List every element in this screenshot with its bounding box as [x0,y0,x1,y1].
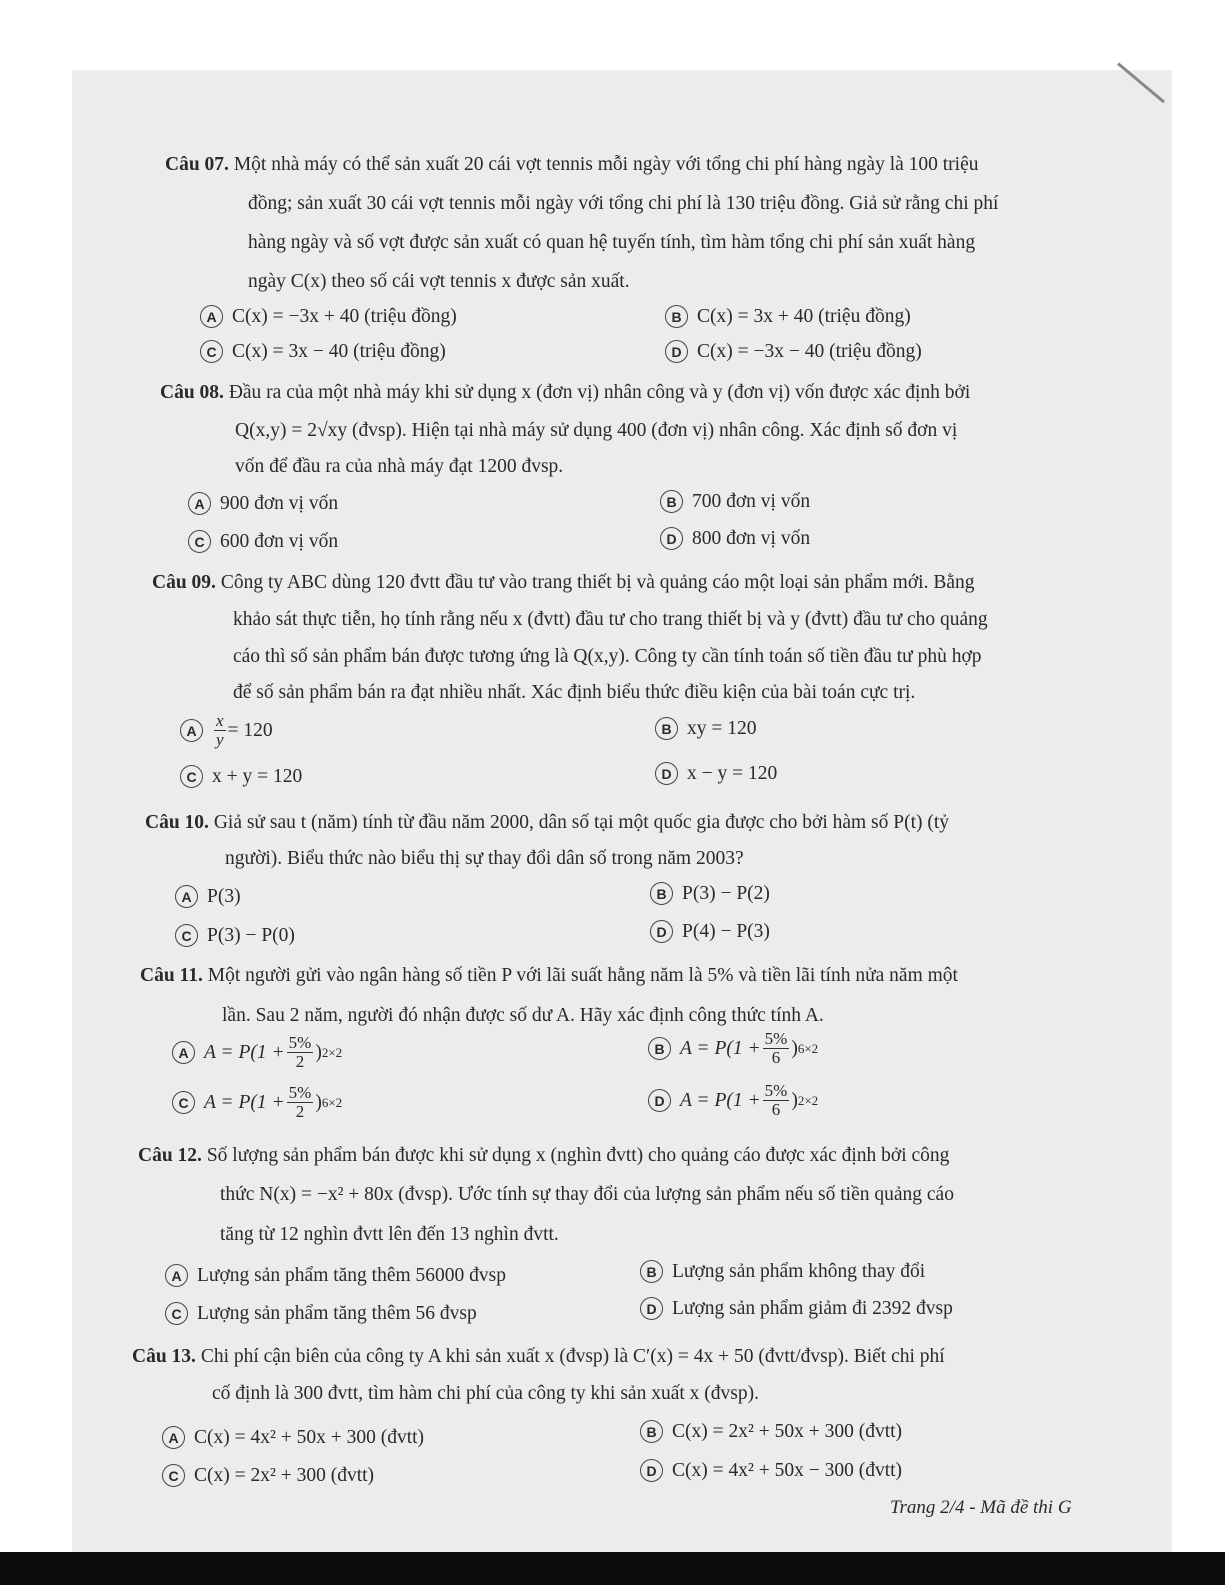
fraction [287,1034,314,1071]
fraction-denominator: 6 [771,1100,781,1119]
fraction [287,1084,314,1121]
option-text: Lượng sản phẩm tăng thêm 56000 đvsp [197,1264,507,1286]
option-letter-circle: A [172,1041,195,1064]
option-letter-circle: A [175,885,198,908]
option-b[interactable] [640,1260,925,1283]
option-text: 900 đơn vị vốn [220,492,339,514]
option-text: xy = 120 [687,717,757,739]
option-text: C(x) = 2x² + 50x + 300 (đvtt) [672,1420,903,1442]
fraction-denominator: 2 [295,1102,305,1121]
fraction-numerator: 5% [764,1029,788,1048]
option-text: 600 đơn vị vốn [220,530,339,552]
option-d[interactable] [665,340,922,363]
option-a[interactable] [180,712,273,749]
option-text: P(3) − P(0) [207,924,295,946]
option-text: C(x) = 3x − 40 (triệu đồng) [232,340,446,362]
option-letter-circle: A [180,719,203,742]
fraction-numerator: 5% [288,1083,312,1102]
option-c[interactable] [200,340,446,363]
option-c[interactable] [175,924,295,947]
option-a[interactable] [200,305,457,328]
option-text: Lượng sản phẩm giảm đi 2392 đvsp [672,1297,953,1319]
option-letter-circle: B [648,1037,671,1060]
question-text-line: cố định là 300 đvtt, tìm hàm chi phí của công ty khi sản xuất x (đvsp). [212,1383,759,1404]
option-letter-circle: D [665,340,688,363]
question-text-line: Q(x,y) = 2√xy (đvsp). Hiện tại nhà máy sử dụng 400 (đơn vị) nhân công. Xác định số đơn vị [235,420,958,441]
option-letter-circle: A [188,492,211,515]
formula-close-paren: ) [791,1089,798,1111]
option-letter-circle: C [172,1091,195,1114]
option-text: P(3) [207,885,241,907]
option-letter-circle: A [162,1426,185,1449]
option-letter-circle: B [655,717,678,740]
option-letter-circle: B [640,1260,663,1283]
fraction-x-over-y [214,712,226,749]
option-b[interactable] [665,305,911,328]
question-text-line: vốn để đầu ra của nhà máy đạt 1200 đvsp. [235,456,564,477]
question-number: Câu 11. [140,965,203,986]
fraction-numerator: x [216,711,224,730]
option-d[interactable] [655,762,777,785]
option-d[interactable] [650,920,770,943]
question-text-line: người). Biểu thức nào biểu thị sự thay đổi dân số trong năm 2003? [225,848,744,869]
option-c[interactable] [180,765,302,788]
option-letter-circle: C [200,340,223,363]
option-letter-circle: C [188,530,211,553]
option-text: C(x) = −3x − 40 (triệu đồng) [697,340,922,362]
option-b[interactable] [648,1030,818,1067]
option-letter-circle: C [165,1302,188,1325]
option-a[interactable] [172,1034,342,1071]
option-letter-circle: C [162,1464,185,1487]
fraction-numerator: 5% [764,1081,788,1100]
option-c[interactable] [162,1464,374,1487]
question-text-line: Một người gửi vào ngân hàng số tiền P với lãi suất hằng năm là 5% và tiền lãi tính nửa năm một [207,965,958,986]
option-text: C(x) = 4x² + 50x − 300 (đvtt) [672,1459,903,1481]
option-text: Lượng sản phẩm tăng thêm 56 đvsp [197,1302,477,1324]
fraction [763,1030,790,1067]
option-letter-circle: D [640,1297,663,1320]
option-a[interactable] [188,492,338,515]
formula-close-paren: ) [791,1037,798,1059]
fraction-denominator: 2 [295,1052,305,1071]
option-letter-circle: D [648,1089,671,1112]
option-b[interactable] [660,490,810,513]
formula-close-paren: ) [315,1041,322,1063]
option-b[interactable] [640,1420,902,1443]
question-text-line: Công ty ABC dùng 120 đvtt đầu tư vào trang thiết bị và quảng cáo một loại sản phẩm mới. Bằng [220,572,975,593]
formula-prefix: A = P(1 + [204,1041,285,1063]
exponent: 2×2 [321,1044,343,1060]
question-text-line: Số lượng sản phẩm bán được khi sử dụng x (nghìn đvtt) cho quảng cáo được xác định bởi công [206,1145,950,1166]
question-text-line: Giả sử sau t (năm) tính từ đầu năm 2000, dân số tại một quốc gia được cho bởi hàm số P(t) (tỷ [213,812,950,833]
option-d[interactable] [640,1459,902,1482]
formula-close-paren: ) [315,1091,322,1113]
question-text-line: khảo sát thực tiễn, họ tính rằng nếu x (đvtt) đầu tư cho trang thiết bị và y (đvtt) đầu tư cho quảng [233,609,988,630]
question-text-line: đồng; sản xuất 30 cái vợt tennis mỗi ngày với tổng chi phí là 130 triệu đồng. Giả sử rằng chi phí [248,193,999,214]
option-b[interactable] [655,717,757,740]
exponent: 6×2 [321,1094,343,1110]
question-text-line: thức N(x) = −x² + 80x (đvsp). Ước tính sự thay đổi của lượng sản phẩm nếu số tiền quảng cáo [220,1184,954,1205]
question-text-line: lần. Sau 2 năm, người đó nhận được số dư A. Hãy xác định công thức tính A. [222,1005,824,1026]
option-letter-circle: C [180,765,203,788]
exponent: 6×2 [797,1040,819,1056]
question-number: Câu 07. [165,154,229,175]
option-text: P(3) − P(2) [682,882,770,904]
option-text: x − y = 120 [687,762,778,784]
fraction-numerator: 5% [288,1033,312,1052]
formula-prefix: A = P(1 + [680,1037,761,1059]
question-number: Câu 09. [152,572,216,593]
question-text-line: cáo thì số sản phẩm bán được tương ứng là Q(x,y). Công ty cần tính toán số tiền đầu tư phù hợp [233,646,982,667]
option-text: 700 đơn vị vốn [692,490,811,512]
option-d[interactable] [640,1297,953,1320]
option-text: 800 đơn vị vốn [692,527,811,549]
option-text: Lượng sản phẩm không thay đổi [672,1260,926,1282]
option-b[interactable] [650,882,770,905]
option-letter-circle: D [660,527,683,550]
option-d[interactable] [660,527,810,550]
option-a[interactable] [162,1426,424,1449]
scan-bottom-border [0,1552,1225,1585]
question-text-line: ngày C(x) theo số cái vợt tennis x được sản xuất. [248,271,630,292]
question-text-line: tăng từ 12 nghìn đvtt lên đến 13 nghìn đvtt. [220,1224,559,1245]
option-letter-circle: A [165,1264,188,1287]
option-text: = 120 [227,719,273,741]
question-text-line: Chi phí cận biên của công ty A khi sản xuất x (đvsp) là C′(x) = 4x + 50 (đvtt/đvsp). Biết chi phí [200,1346,945,1367]
question-text-line: Một nhà máy có thể sản xuất 20 cái vợt tennis mỗi ngày với tổng chi phí hàng ngày là 100 triệu [233,154,979,175]
option-a[interactable] [175,885,241,908]
question-text-line: để số sản phẩm bán ra đạt nhiều nhất. Xác định biểu thức điều kiện của bài toán cực trị. [233,682,916,703]
option-text: C(x) = 4x² + 50x + 300 (đvtt) [194,1426,425,1448]
option-letter-circle: B [650,882,673,905]
option-c[interactable] [172,1084,342,1121]
option-letter-circle: D [655,762,678,785]
option-text: P(4) − P(3) [682,920,770,942]
formula-prefix: A = P(1 + [680,1089,761,1111]
option-text: C(x) = 3x + 40 (triệu đồng) [697,305,911,327]
option-letter-circle: B [665,305,688,328]
option-letter-circle: A [200,305,223,328]
option-letter-circle: B [660,490,683,513]
option-c[interactable] [188,530,338,553]
option-text: C(x) = 2x² + 300 (đvtt) [194,1464,375,1486]
question-text-line: hàng ngày và số vợt được sản xuất có quan hệ tuyến tính, tìm hàm tổng chi phí sản xuất hàng [248,232,976,253]
page-footer: Trang 2/4 - Mã đề thi G [890,1497,1072,1518]
question-number: Câu 12. [138,1145,202,1166]
fraction-denominator: y [216,730,224,749]
option-d[interactable] [648,1082,818,1119]
formula-prefix: A = P(1 + [204,1091,285,1113]
option-letter-circle: D [650,920,673,943]
option-c[interactable] [165,1302,477,1325]
question-text-line: Đầu ra của một nhà máy khi sử dụng x (đơn vị) nhân công và y (đơn vị) vốn được xác định bởi [228,382,971,403]
exponent: 2×2 [797,1092,819,1108]
option-letter-circle: D [640,1459,663,1482]
question-number: Câu 13. [132,1346,196,1367]
question-number: Câu 08. [160,382,224,403]
option-letter-circle: C [175,924,198,947]
fraction-denominator: 6 [771,1048,781,1067]
fraction [763,1082,790,1119]
option-text: C(x) = −3x + 40 (triệu đồng) [232,305,457,327]
option-a[interactable] [165,1264,506,1287]
question-number: Câu 10. [145,812,209,833]
option-text: x + y = 120 [212,765,303,787]
option-letter-circle: B [640,1420,663,1443]
